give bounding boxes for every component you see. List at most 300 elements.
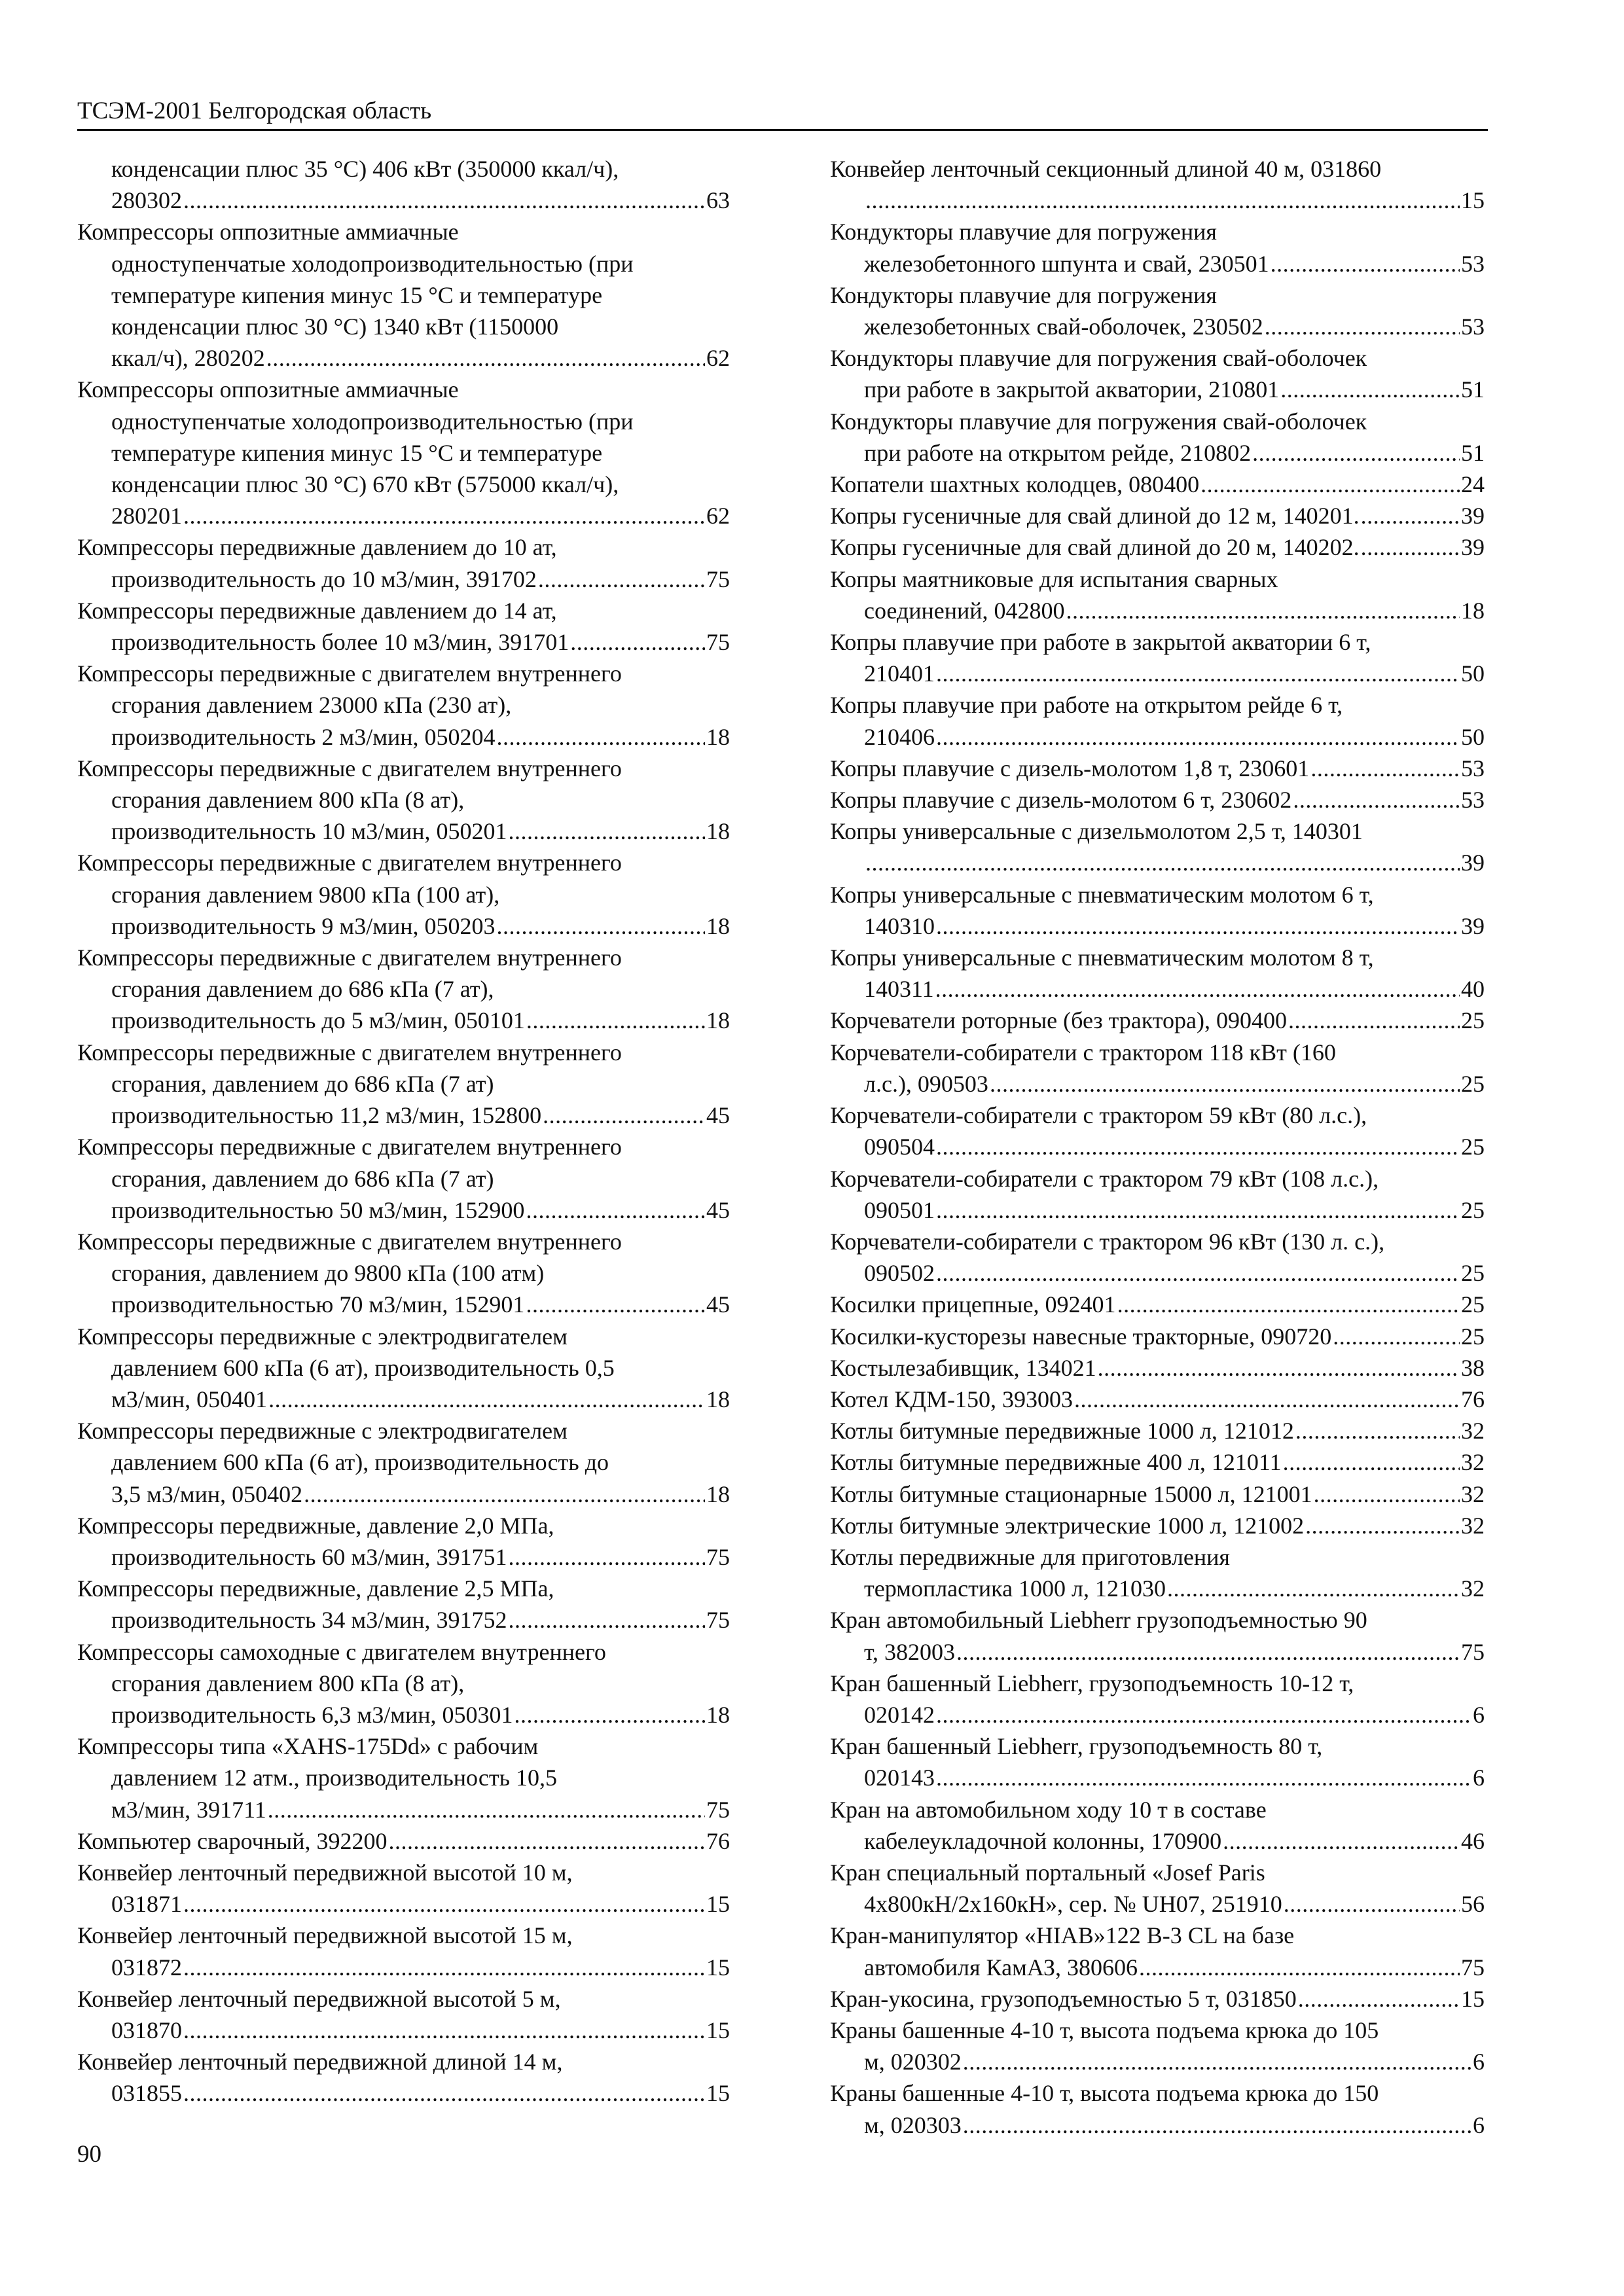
entry-text: производительность 10 м3/мин, 050201 <box>111 818 507 845</box>
entry-page-number: 76 <box>1461 1386 1485 1412</box>
entry-page-number: 15 <box>1461 187 1485 214</box>
entry-last-line <box>111 342 730 374</box>
entry-last-line <box>111 1794 730 1825</box>
entry-page-number: 32 <box>1461 1449 1485 1476</box>
entry-last-line <box>864 658 1485 689</box>
entry-page-number: 25 <box>1461 1134 1485 1160</box>
dot-leader <box>1361 531 1460 563</box>
entry-last-line <box>864 1825 1485 1857</box>
entry-last-line <box>830 1289 1485 1320</box>
entry-text: 140310 <box>864 912 935 939</box>
entry-page-number: 75 <box>706 629 730 656</box>
entry-last-line <box>111 1005 730 1036</box>
entry-last-line <box>830 1479 1485 1510</box>
entry-text: 090504 <box>864 1134 935 1160</box>
entry-line: Компрессоры передвижные, давление 2,0 МПа, <box>77 1512 554 1539</box>
index-entry <box>830 216 1485 279</box>
entry-last-line <box>864 847 1485 878</box>
index-entry <box>77 2046 730 2109</box>
entry-text: производительность более 10 м3/мин, 391701 <box>111 629 569 656</box>
entry-page-number: 50 <box>1461 660 1485 687</box>
entry-page-number: 53 <box>1461 787 1485 814</box>
index-entry <box>77 1636 730 1731</box>
dot-leader <box>1298 1983 1460 2015</box>
entry-page-number: 6 <box>1473 1701 1485 1728</box>
dot-leader <box>389 1825 705 1857</box>
entry-text: 090502 <box>864 1260 935 1287</box>
entry-page-number: 25 <box>1461 1070 1485 1097</box>
index-entry <box>77 595 730 658</box>
entry-last-line <box>830 1510 1485 1541</box>
entry-line: Компрессоры оппозитные аммиачные <box>77 219 459 245</box>
entry-last-line <box>864 1952 1485 1983</box>
index-entry <box>830 564 1485 626</box>
dot-leader <box>266 342 705 374</box>
entry-last-line <box>830 784 1485 816</box>
dot-leader <box>183 2015 705 2046</box>
entry-text: 4х800кН/2х160кН», сер. № UH07, 251910 <box>864 1891 1282 1918</box>
dot-leader <box>1283 1446 1460 1478</box>
entry-line: Копры плавучие при работе на открытом рейде 6 т, <box>830 692 1343 719</box>
dot-leader <box>1314 1479 1460 1510</box>
entry-line: Корчеватели-собиратели с трактором 59 кВт (80 л.с.), <box>830 1102 1367 1129</box>
dot-leader <box>497 910 705 942</box>
index-entry <box>830 1005 1485 1036</box>
entry-line: Компрессоры оппозитные аммиачные <box>77 376 459 403</box>
entry-line: Кондукторы плавучие для погружения <box>830 219 1217 245</box>
entry-page-number: 45 <box>706 1196 730 1223</box>
dot-leader <box>936 658 1460 689</box>
index-entry <box>830 1289 1485 1320</box>
entry-text: производительность до 10 м3/мин, 391702 <box>111 565 537 592</box>
entry-text: Копры гусеничные для свай длиной до 12 м, 140201. <box>830 503 1360 529</box>
entry-last-line <box>864 374 1485 405</box>
dot-leader <box>183 2077 705 2109</box>
entry-line: сгорания давлением 800 кПа (8 ат), <box>111 1670 465 1696</box>
dot-leader <box>1333 1321 1460 1352</box>
entry-text: л.с.), 090503 <box>864 1070 988 1097</box>
index-entry <box>77 847 730 942</box>
entry-page-number: 18 <box>706 818 730 845</box>
entry-page-number: 25 <box>1461 1323 1485 1350</box>
index-entry <box>830 1731 1485 1793</box>
entry-last-line <box>864 721 1485 753</box>
entry-text: Котлы битумные передвижные 400 л, 121011 <box>830 1449 1282 1476</box>
entry-page-number: 25 <box>1461 1007 1485 1034</box>
entry-page-number: 51 <box>1461 376 1485 403</box>
entry-line: конденсации плюс 30 °С) 670 кВт (575000 ккал/ч), <box>111 471 619 498</box>
entry-page-number: 32 <box>1461 1480 1485 1507</box>
entry-last-line <box>111 1479 730 1510</box>
entry-line: Компрессоры передвижные с двигателем внутреннего <box>77 850 622 876</box>
index-entry <box>77 1857 730 1920</box>
entry-last-line <box>111 816 730 847</box>
entry-text: 031870 <box>111 2017 182 2043</box>
entry-last-line <box>111 1194 730 1226</box>
entry-text: Копры плавучие с дизель-молотом 6 т, 230602 <box>830 787 1292 814</box>
index-entry <box>77 1825 730 1857</box>
dot-leader <box>509 816 705 847</box>
dot-leader <box>936 1257 1460 1289</box>
index-entry <box>77 374 730 531</box>
index-entry <box>830 1226 1485 1289</box>
entry-page-number: 18 <box>1461 597 1485 624</box>
entry-text: кабелеукладочной колонны, 170900 <box>864 1827 1222 1854</box>
entry-last-line <box>830 469 1485 500</box>
entry-text: Котел КДМ-150, 393003 <box>830 1386 1073 1412</box>
entry-last-line <box>864 1194 1485 1226</box>
entry-line: Корчеватели-собиратели с трактором 96 кВт (130 л. с.), <box>830 1228 1385 1255</box>
dot-leader <box>497 721 705 753</box>
entry-last-line <box>864 311 1485 342</box>
entry-line: Кран башенный Liebherr, грузоподъемность 10-12 т, <box>830 1670 1354 1696</box>
entry-page-number: 63 <box>706 187 730 214</box>
entry-last-line <box>111 1952 730 1983</box>
entry-last-line <box>864 973 1485 1005</box>
entry-page-number: 32 <box>1461 1575 1485 1602</box>
dot-leader <box>526 1194 705 1226</box>
entry-page-number: 38 <box>1461 1354 1485 1381</box>
entry-text: м3/мин, 050401 <box>111 1386 268 1412</box>
entry-text: 3,5 м3/мин, 050402 <box>111 1480 303 1507</box>
index-entry <box>830 1037 1485 1100</box>
entry-line: Компрессоры типа «XAHS-175Dd» с рабочим <box>77 1733 539 1760</box>
index-entry <box>77 1920 730 1982</box>
dot-leader <box>1117 1289 1460 1320</box>
entry-last-line <box>111 185 730 216</box>
index-column-right <box>830 153 1485 2141</box>
entry-line: конденсации плюс 30 °С) 1340 кВт (1150000 <box>111 314 559 340</box>
index-entry <box>77 1415 730 1510</box>
entry-text: 140311 <box>864 976 934 1003</box>
entry-page-number: 15 <box>706 1891 730 1918</box>
entry-line: одноступенчатые холодопроизводительностью (при <box>111 250 634 277</box>
entry-page-number: 25 <box>1461 1196 1485 1223</box>
entry-line: Кран автомобильный Liebherr грузоподъемностью 90 <box>830 1607 1367 1634</box>
entry-page-number: 32 <box>1461 1512 1485 1539</box>
entry-text: соединений, 042800 <box>864 597 1065 624</box>
index-entry <box>830 531 1485 563</box>
dot-leader <box>183 1888 705 1920</box>
entry-text: производительность 34 м3/мин, 391752 <box>111 1607 507 1634</box>
entry-text: 020143 <box>864 1765 935 1791</box>
entry-text: Котлы битумные стационарные 15000 л, 121001 <box>830 1480 1312 1507</box>
entry-page-number: 15 <box>706 1954 730 1981</box>
dot-leader <box>570 626 705 658</box>
entry-line: Компрессоры передвижные давлением до 14 ат, <box>77 597 557 624</box>
index-entry <box>830 500 1485 531</box>
dot-leader <box>936 910 1460 942</box>
entry-text: м, 020303 <box>864 2111 962 2138</box>
entry-last-line <box>111 910 730 942</box>
entry-last-line <box>111 1699 730 1731</box>
index-entry <box>830 1920 1485 1982</box>
entry-page-number: 18 <box>706 1007 730 1034</box>
index-entry <box>830 469 1485 500</box>
entry-page-number: 75 <box>706 1543 730 1570</box>
entry-text: производительность 2 м3/мин, 050204 <box>111 723 496 750</box>
entry-text: производительностью 50 м3/мин, 152900 <box>111 1196 525 1223</box>
entry-last-line <box>864 2109 1485 2141</box>
entry-page-number: 75 <box>1461 1954 1485 1981</box>
dot-leader <box>183 500 705 531</box>
entry-last-line <box>864 2046 1485 2077</box>
dot-leader <box>1167 1573 1460 1604</box>
dot-leader <box>1361 500 1460 531</box>
dot-leader <box>1139 1952 1460 1983</box>
dot-leader <box>514 1699 705 1731</box>
entry-text: Копры гусеничные для свай длиной до 20 м, 140202. <box>830 534 1360 561</box>
index-entry <box>830 1541 1485 1604</box>
dot-leader <box>1284 1888 1460 1920</box>
entry-text: 020142 <box>864 1701 935 1728</box>
entry-line: давлением 600 кПа (6 ат), производительность до <box>111 1449 609 1476</box>
index-entry <box>830 1604 1485 1667</box>
index-entry <box>830 1100 1485 1162</box>
entry-text: при работе на открытом рейде, 210802 <box>864 439 1252 466</box>
entry-last-line <box>111 1888 730 1920</box>
entry-text: 031872 <box>111 1954 182 1981</box>
entry-text: т, 382003 <box>864 1638 956 1665</box>
entry-text: 090501 <box>864 1196 935 1223</box>
entry-last-line <box>111 721 730 753</box>
entry-line: Компрессоры передвижные с двигателем внутреннего <box>77 755 622 781</box>
entry-line: Корчеватели-собиратели с трактором 118 кВт (160 <box>830 1039 1336 1066</box>
entry-last-line <box>111 1384 730 1415</box>
index-column-left <box>77 153 730 2109</box>
entry-text: Компьютер сварочный, 392200 <box>77 1827 388 1854</box>
entry-last-line <box>864 1888 1485 1920</box>
entry-text: 031871 <box>111 1891 182 1918</box>
entry-text: производительность 9 м3/мин, 050203 <box>111 912 496 939</box>
entry-text: 280302 <box>111 187 182 214</box>
entry-line: Конвейер ленточный передвижной высотой 15 м, <box>77 1922 573 1949</box>
entry-line: температуре кипения минус 15 °С и температуре <box>111 439 603 466</box>
index-entry <box>77 153 730 216</box>
entry-line: конденсации плюс 35 °С) 406 кВт (350000 ккал/ч), <box>111 156 619 182</box>
index-entry <box>830 153 1485 216</box>
entry-page-number: 39 <box>1461 912 1485 939</box>
entry-page-number: 18 <box>706 1480 730 1507</box>
entry-page-number: 6 <box>1473 2111 1485 2138</box>
dot-leader <box>1265 311 1460 342</box>
entry-line: температуре кипения минус 15 °С и температуре <box>111 281 603 308</box>
entry-page-number: 25 <box>1461 1260 1485 1287</box>
entry-last-line <box>111 1100 730 1131</box>
entry-last-line <box>111 2015 730 2046</box>
index-entry <box>830 879 1485 942</box>
entry-line: Корчеватели-собиратели с трактором 79 кВт (108 л.с.), <box>830 1165 1379 1192</box>
entry-page-number: 40 <box>1461 976 1485 1003</box>
entry-page-number: 76 <box>706 1827 730 1854</box>
dot-leader <box>183 185 705 216</box>
entry-page-number: 62 <box>706 503 730 529</box>
entry-line: Компрессоры самоходные с двигателем внутреннего <box>77 1638 606 1665</box>
dot-leader <box>268 1384 705 1415</box>
index-entry <box>77 942 730 1037</box>
entry-last-line <box>864 910 1485 942</box>
entry-last-line <box>830 1384 1485 1415</box>
index-entry <box>830 1668 1485 1731</box>
dot-leader <box>865 185 1460 216</box>
dot-leader <box>509 1604 705 1636</box>
header-rule <box>77 129 1488 131</box>
entry-last-line <box>864 1068 1485 1100</box>
dot-leader <box>1288 1005 1460 1036</box>
entry-line: Кондукторы плавучие для погружения свай-оболочек <box>830 345 1367 372</box>
index-entry <box>77 1510 730 1573</box>
entry-line: Копры универсальные с дизельмолотом 2,5 т, 140301 <box>830 818 1363 845</box>
dot-leader <box>304 1479 705 1510</box>
entry-text: Кран-укосина, грузоподъемностью 5 т, 031850 <box>830 1985 1297 2012</box>
entry-page-number: 75 <box>706 1607 730 1634</box>
entry-line: Копры маятниковые для испытания сварных <box>830 565 1278 592</box>
entry-page-number: 45 <box>706 1291 730 1318</box>
dot-leader <box>526 1005 705 1036</box>
dot-leader <box>936 1194 1460 1226</box>
entry-last-line <box>830 1983 1485 2015</box>
entry-text: железобетонного шпунта и свай, 230501 <box>864 250 1269 277</box>
entry-last-line <box>864 1636 1485 1668</box>
entry-text: Котлы битумные электрические 1000 л, 121002 <box>830 1512 1305 1539</box>
index-entry <box>830 784 1485 816</box>
entry-last-line <box>111 1289 730 1320</box>
index-entry <box>830 689 1485 752</box>
entry-page-number: 6 <box>1473 1765 1485 1791</box>
entry-text: производительность 60 м3/мин, 391751 <box>111 1543 507 1570</box>
entry-last-line <box>864 1257 1485 1289</box>
entry-line: Кран специальный портальный «Josef Paris <box>830 1859 1265 1886</box>
index-entry <box>77 1573 730 1636</box>
entry-line: Компрессоры передвижные с двигателем внутреннего <box>77 944 622 971</box>
entry-line: давлением 600 кПа (6 ат), производительность 0,5 <box>111 1354 615 1381</box>
entry-last-line <box>111 500 730 531</box>
index-entry <box>77 1131 730 1226</box>
page-number: 90 <box>77 2141 101 2168</box>
entry-page-number: 39 <box>1461 503 1485 529</box>
entry-text: м3/мин, 391711 <box>111 1796 266 1823</box>
entry-last-line <box>864 1762 1485 1793</box>
dot-leader <box>936 1699 1471 1731</box>
entry-line: Компрессоры передвижные с электродвигателем <box>77 1418 568 1444</box>
dot-leader <box>509 1541 705 1573</box>
entry-line: Компрессоры передвижные с двигателем внутреннего <box>77 1134 622 1160</box>
index-entry <box>830 279 1485 342</box>
entry-last-line <box>77 1825 730 1857</box>
dot-leader <box>1271 248 1460 279</box>
entry-line: давлением 12 атм., производительность 10,5 <box>111 1765 558 1791</box>
index-entry <box>830 1321 1485 1352</box>
index-entry <box>77 658 730 753</box>
entry-line: Копры универсальные с пневматическим молотом 8 т, <box>830 944 1374 971</box>
entry-line: Компрессоры передвижные давлением до 10 ат, <box>77 534 557 561</box>
dot-leader <box>1066 595 1460 626</box>
entry-line: Котлы передвижные для приготовления <box>830 1543 1230 1570</box>
entry-page-number: 6 <box>1473 2049 1485 2075</box>
entry-line: сгорания давлением до 686 кПа (7 ат), <box>111 976 494 1003</box>
entry-page-number: 15 <box>706 2017 730 2043</box>
dot-leader <box>1280 374 1460 405</box>
entry-line: Краны башенные 4-10 т, высота подъема крюка до 105 <box>830 2017 1379 2043</box>
entry-text: Копатели шахтных колодцев, 080400 <box>830 471 1200 498</box>
entry-line: Конвейер ленточный передвижной высотой 10 м, <box>77 1859 573 1886</box>
entry-line: Компрессоры передвижные, давление 2,5 МПа, <box>77 1575 554 1602</box>
dot-leader <box>1223 1825 1460 1857</box>
entry-page-number: 53 <box>1461 755 1485 781</box>
entry-line: Конвейер ленточный секционный длиной 40 м, 031860 <box>830 156 1382 182</box>
index-entry <box>830 2015 1485 2077</box>
entry-last-line <box>830 1005 1485 1036</box>
index-entry <box>830 1983 1485 2015</box>
index-entry <box>830 816 1485 878</box>
entry-line: Компрессоры передвижные с двигателем внутреннего <box>77 660 622 687</box>
entry-text: Корчеватели роторные (без трактора), 090400 <box>830 1007 1287 1034</box>
entry-page-number: 18 <box>706 723 730 750</box>
entry-last-line <box>864 185 1485 216</box>
entry-line: сгорания, давлением до 686 кПа (7 ат) <box>111 1070 494 1097</box>
index-entry <box>830 1479 1485 1510</box>
entry-line: Кран-манипулятор «HIAB»122 B-3 CL на базе <box>830 1922 1295 1949</box>
dot-leader <box>1074 1384 1460 1415</box>
entry-text: Косилки прицепные, 092401 <box>830 1291 1116 1318</box>
entry-page-number: 15 <box>1461 1985 1485 2012</box>
index-entry <box>830 1163 1485 1226</box>
entry-text: Косилки-кусторезы навесные тракторные, 090720 <box>830 1323 1332 1350</box>
entry-text: Костылезабивщик, 134021 <box>830 1354 1096 1381</box>
entry-last-line <box>864 1131 1485 1162</box>
entry-text: железобетонных свай-оболочек, 230502 <box>864 314 1263 340</box>
dot-leader <box>1200 469 1460 500</box>
entry-last-line <box>864 595 1485 626</box>
dot-leader <box>990 1068 1460 1100</box>
entry-line: Кран башенный Liebherr, грузоподъемность 80 т, <box>830 1733 1323 1760</box>
dot-leader <box>543 1100 705 1131</box>
entry-text: производительность до 5 м3/мин, 050101 <box>111 1007 525 1034</box>
entry-last-line <box>830 1446 1485 1478</box>
index-entry <box>830 342 1485 405</box>
entry-text: Копры плавучие с дизель-молотом 1,8 т, 230601 <box>830 755 1310 781</box>
index-entry <box>77 1037 730 1132</box>
dot-leader <box>1252 437 1460 469</box>
index-entry <box>830 942 1485 1005</box>
index-entry <box>830 1352 1485 1384</box>
entry-line: сгорания, давлением до 9800 кПа (100 атм) <box>111 1260 545 1287</box>
entry-page-number: 25 <box>1461 1291 1485 1318</box>
entry-last-line <box>864 248 1485 279</box>
entry-text: 210406 <box>864 723 935 750</box>
dot-leader <box>538 564 705 595</box>
entry-line: Компрессоры передвижные с двигателем внутреннего <box>77 1228 622 1255</box>
index-entry <box>77 216 730 374</box>
index-entry <box>77 1731 730 1825</box>
index-entry <box>77 531 730 594</box>
entry-line: одноступенчатые холодопроизводительностью (при <box>111 408 634 435</box>
entry-text: производительностью 70 м3/мин, 152901 <box>111 1291 525 1318</box>
entry-page-number: 62 <box>706 345 730 372</box>
entry-last-line <box>830 500 1485 531</box>
index-entry <box>77 1321 730 1416</box>
index-entry <box>77 1983 730 2046</box>
entry-line: сгорания давлением 800 кПа (8 ат), <box>111 787 465 814</box>
entry-text: 280201 <box>111 503 182 529</box>
entry-page-number: 75 <box>1461 1638 1485 1665</box>
dot-leader <box>956 1636 1460 1668</box>
entry-text: производительность 6,3 м3/мин, 050301 <box>111 1701 513 1728</box>
entry-text: автомобиля КамАЗ, 380606 <box>864 1954 1138 1981</box>
index-entry <box>830 1446 1485 1478</box>
entry-line: сгорания давлением 9800 кПа (100 ат), <box>111 881 500 908</box>
entry-text: производительностью 11,2 м3/мин, 152800 <box>111 1102 542 1129</box>
